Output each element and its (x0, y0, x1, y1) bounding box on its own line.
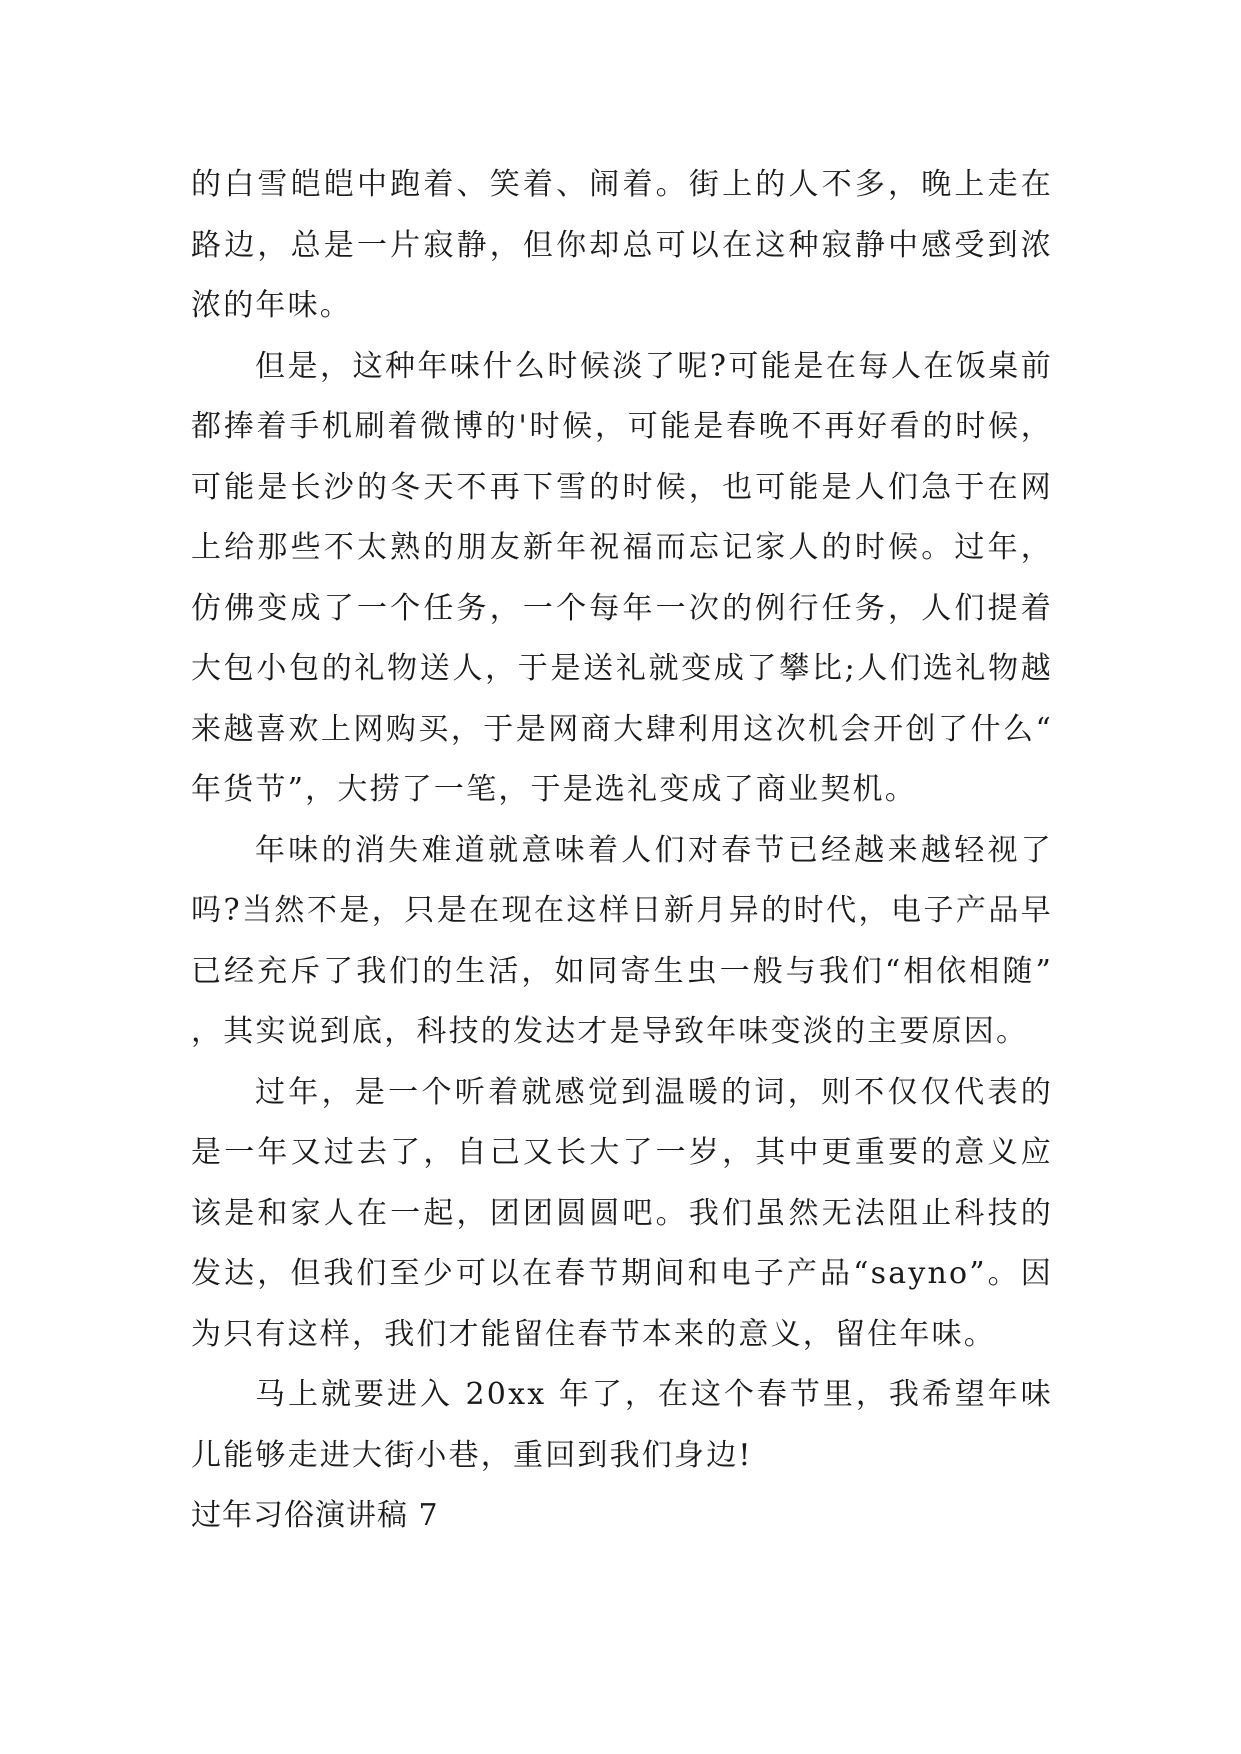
document-body (191, 155, 1053, 1547)
paragraph-3: 年味的消失难道就意味着人们对春节已经越来越轻视了吗?当然不是，只是在现在这样日新月异的时代，电子产品早已经充斥了我们的生活，如同寄生虫一般与我们“相依相随”，其实说到底，科技的发达才是导致年味变淡的主要原因。 (191, 832, 1053, 1049)
section-title: 过年习俗演讲稿 7 (191, 1498, 439, 1533)
paragraph-4: 过年，是一个听着就感觉到温暖的词，则不仅仅代表的是一年又过去了，自己又长大了一岁，其中更重要的意义应该是和家人在一起，团团圆圆吧。我们虽然无法阻止科技的发达，但我们至少可以在春节期间和电子产品“sayno”。因为只有这样，我们才能留住春节本来的意义，留住年味。 (191, 1074, 1053, 1352)
paragraph-1: 的白雪皑皑中跑着、笑着、闹着。街上的人不多，晚上走在路边，总是一片寂静，但你却总可以在这种寂静中感受到浓浓的年味。 (191, 167, 1053, 323)
paragraph-2: 但是，这种年味什么时候淡了呢?可能是在每人在饭桌前都捧着手机刷着微博的'时候，可能是春晚不再好看的时候，可能是长沙的冬天不再下雪的时候，也可能是人们急于在网上给那些不太熟的朋友新年祝福而忘记家人的时候。过年，仿佛变成了一个任务，一个每年一次的例行任务，人们提着大包小包的礼物送人，于是送礼就变成了攀比;人们选礼物越来越喜欢上网购买，于是网商大肆利用这次机会开创了什么“年货节”，大捞了一笔，于是选礼变成了商业契机。 (191, 348, 1053, 807)
paragraph-5: 马上就要进入 20xx 年了，在这个春节里，我希望年味儿能够走进大街小巷，重回到我们身边! (191, 1377, 1053, 1473)
